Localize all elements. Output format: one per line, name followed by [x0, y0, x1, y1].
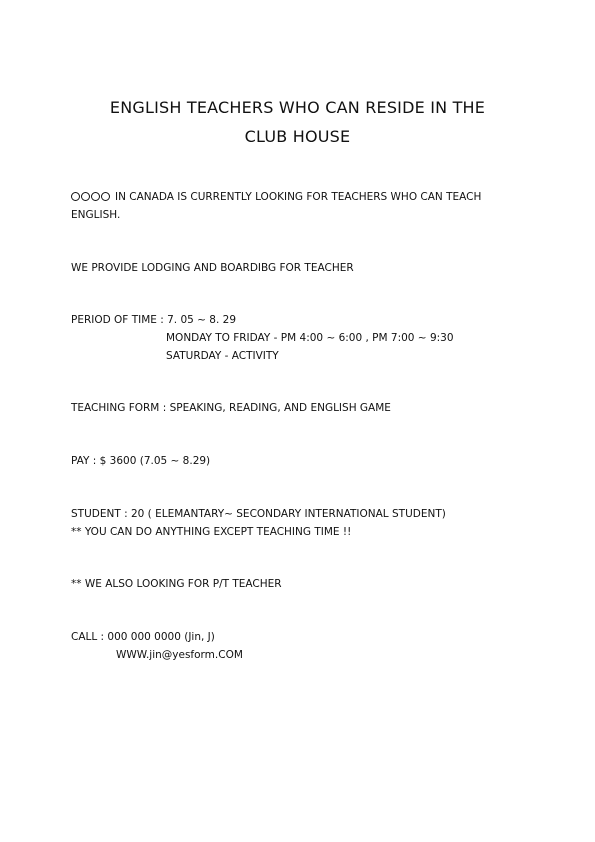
document-title: [0, 93, 595, 151]
teaching-form-line: TEACHING FORM : SPEAKING, READING, AND ENGLISH GAME: [71, 402, 391, 414]
student-line-2: ** YOU CAN DO ANYTHING EXCEPT TEACHING TIME !!: [71, 526, 352, 538]
intro-text-1: IN CANADA IS CURRENTLY LOOKING FOR TEACHERS WHO CAN TEACH: [115, 191, 482, 203]
pay-line: PAY : $ 3600 (7.05 ~ 8.29): [71, 455, 211, 467]
title-line-2: CLUB HOUSE: [244, 127, 351, 146]
provide-line: WE PROVIDE LODGING AND BOARDIBG FOR TEACHER: [71, 262, 354, 274]
period-line-1: PERIOD OF TIME : 7. 05 ~ 8. 29: [71, 314, 237, 326]
intro-line-2: ENGLISH.: [71, 209, 121, 221]
pt-teacher-line: ** WE ALSO LOOKING FOR P/T TEACHER: [71, 578, 282, 590]
period-line-3: SATURDAY - ACTIVITY: [166, 350, 279, 362]
student-line-1: STUDENT : 20 ( ELEMANTARY~ SECONDARY INTERNATIONAL STUDENT): [71, 508, 446, 520]
title-line-1: ENGLISH TEACHERS WHO CAN RESIDE IN THE: [109, 98, 486, 117]
intro-line-1: [71, 190, 481, 205]
call-email: WWW.jin@yesform.COM: [116, 649, 243, 661]
period-line-2: MONDAY TO FRIDAY - PM 4:00 ~ 6:00 , PM 7:00 ~ 9:30: [166, 332, 454, 344]
placeholder-circles-icon: [71, 191, 111, 205]
call-line-1: CALL : 000 000 0000 (Jin, J): [71, 631, 215, 643]
